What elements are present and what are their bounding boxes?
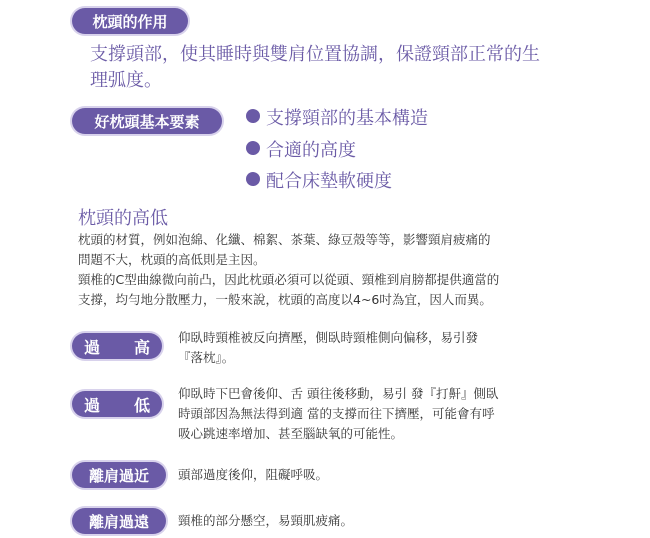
too-close-text: 頭部過度後仰，阻礙呼吸。 (178, 467, 329, 482)
element-item-2: 合適的高度 (266, 140, 356, 161)
badge-too-low (72, 391, 162, 417)
badge-too-low-char-2: 低 (133, 395, 150, 415)
too-far-text: 頸椎的部分懸空，易頸肌疲痛。 (178, 513, 354, 528)
pillow-function-line-2: 理弧度。 (90, 70, 162, 91)
body-line-3: 頸椎的C型曲線微向前凸，因此枕頭必須可以從頭、頸椎到肩膀都提供適當的 (78, 272, 500, 287)
badge-too-high-char-2: 高 (133, 337, 150, 357)
too-low-line-1: 仰臥時下巴會後仰、舌 頭往後移動，易引 發『打鼾』側臥 (178, 386, 499, 401)
badge-pillow-function: 枕頭的作用 (72, 8, 188, 34)
pillow-height-body (78, 230, 499, 310)
too-high-line-2: 『落枕』。 (178, 350, 235, 365)
bullet-dot-1 (246, 109, 260, 123)
badge-too-low-char-1: 過 (84, 395, 101, 415)
body-line-1: 枕頭的材質，例如泡綿、化纖、棉絮、茶葉、綠豆殼等等，影響頸肩疲痛的 (78, 232, 491, 247)
too-low-line-3: 吸心跳速率增加、甚至腦缺氧的可能性。 (178, 426, 404, 441)
badge-too-far-from-shoulder: 離肩過遠 (72, 508, 166, 534)
element-item-1: 支撐頸部的基本構造 (266, 108, 428, 129)
bullet-dot-2 (246, 141, 260, 155)
pillow-function-line-1: 支撐頭部，使其睡時與雙肩位置協調，保證頸部正常的生 (90, 44, 540, 65)
too-low-line-2: 時頭部因為無法得到適 當的支撐而往下擠壓，可能會有呼 (178, 406, 495, 421)
bullet-dot-3 (246, 172, 260, 186)
body-line-4: 支撐，均勻地分散壓力，一般來說，枕頭的高度以4~6吋為宜，因人而異。 (78, 292, 492, 307)
badge-good-pillow-elements: 好枕頭基本要素 (72, 108, 222, 134)
badge-too-high-char-1: 過 (84, 337, 101, 357)
badge-too-high (72, 333, 162, 359)
pillow-function-text (90, 42, 540, 94)
pillow-height-heading: 枕頭的高低 (78, 208, 168, 229)
element-item-3: 配合床墊軟硬度 (266, 171, 392, 192)
body-line-2: 問題不大，枕頭的高低則是主因。 (78, 252, 266, 267)
too-low-text (178, 384, 498, 444)
too-high-line-1: 仰臥時頸椎被反向擠壓，側臥時頸椎側向偏移，易引發 (178, 330, 479, 345)
too-high-text (178, 328, 478, 368)
badge-too-close-to-shoulder: 離肩過近 (72, 462, 166, 488)
